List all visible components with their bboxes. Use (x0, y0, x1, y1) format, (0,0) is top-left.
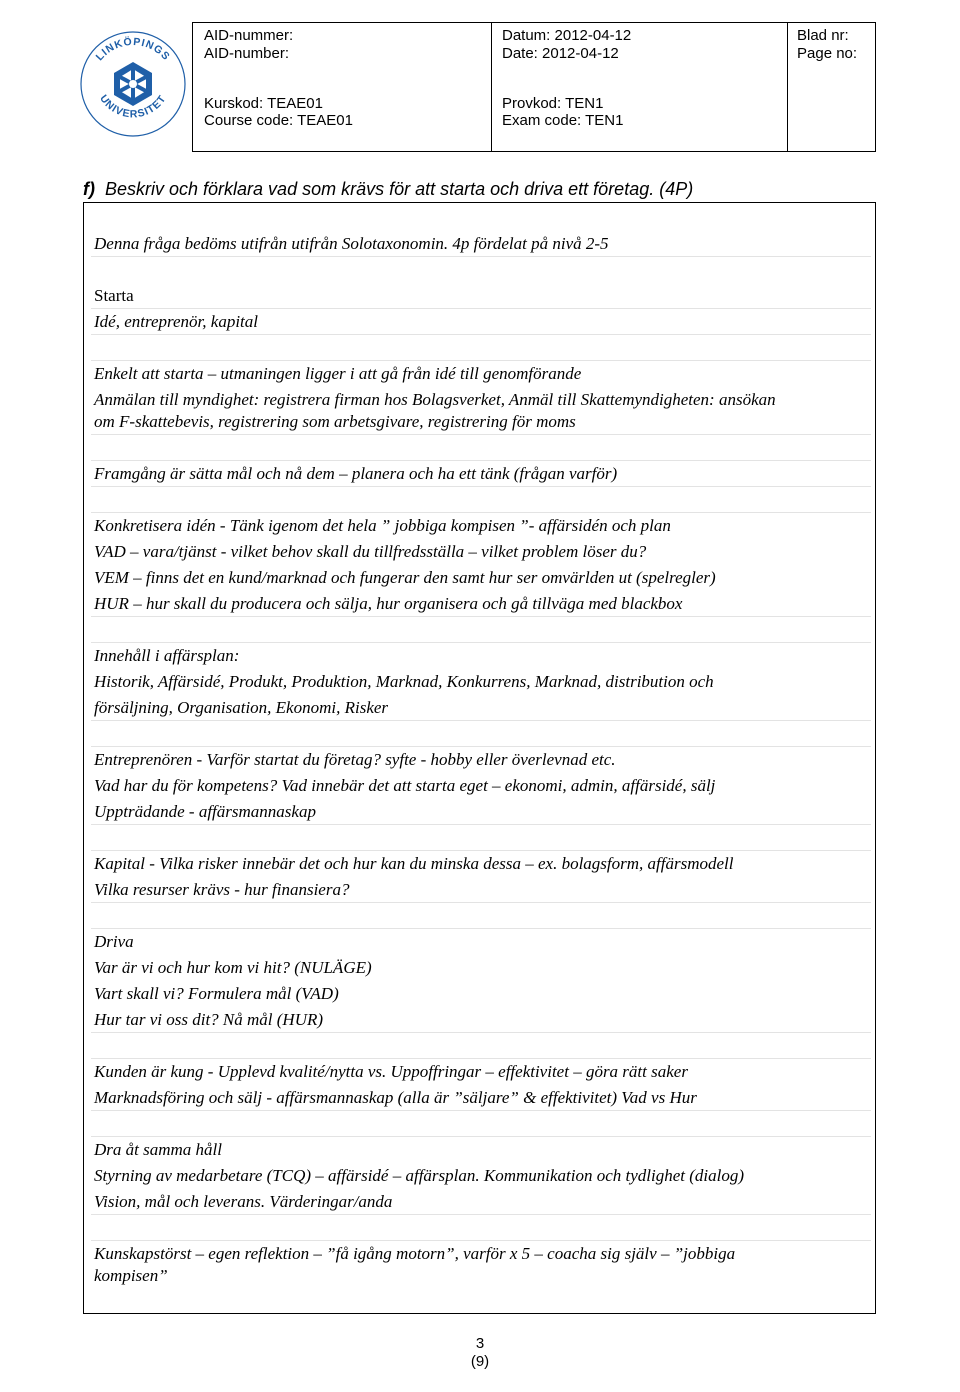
aid-number-en: AID-number: (204, 45, 290, 62)
answer-line: Kapital - Vilka risker innebär det och hur kan du minska dessa – ex. bolagsform, affärsmodell (94, 854, 734, 873)
page-number-label-sv: Blad nr: (797, 27, 849, 44)
answer-line: kompisen” (94, 1266, 168, 1285)
page-number: 3 (475, 1335, 485, 1352)
svg-text:LINKÖPINGS: LINKÖPINGS (93, 35, 173, 64)
answer-box (83, 202, 876, 1314)
ruled-line (91, 256, 871, 257)
exam-code-sv: Provkod: TEN1 (502, 95, 604, 112)
answer-line: Denna fråga bedöms utifrån utifrån Solotaxonomin. 4p fördelat på nivå 2-5 (94, 234, 609, 253)
page-number-label-en: Page no: (797, 45, 858, 62)
university-seal-logo (74, 22, 192, 140)
question-heading (83, 179, 693, 200)
exam-code-en: Exam code: TEN1 (502, 112, 624, 129)
answer-line: Var är vi och hur kom vi hit? (NULÄGE) (94, 958, 372, 977)
answer-line: om F-skattebevis, registrering som arbetsgivare, registrering för moms (94, 412, 576, 431)
answer-line: Kunden är kung - Upplevd kvalité/nytta vs. Uppoffringar – effektivitet – göra rätt saker (94, 1062, 688, 1081)
header-column-date (491, 23, 788, 151)
date-en: Date: 2012-04-12 (502, 45, 619, 62)
course-code-sv: Kurskod: TEAE01 (204, 95, 323, 112)
answer-line: Driva (94, 932, 134, 951)
ruled-line (91, 746, 871, 747)
ruled-line (91, 308, 871, 309)
answer-line: Vision, mål och leverans. Värderingar/anda (94, 1192, 393, 1211)
ruled-line (91, 1110, 871, 1111)
answer-line: Uppträdande - affärsmannaskap (94, 802, 316, 821)
ruled-line (91, 720, 871, 721)
question-number: f) (83, 179, 95, 199)
course-code-en: Course code: TEAE01 (204, 112, 353, 129)
ruled-line (91, 1058, 871, 1059)
ruled-line (91, 642, 871, 643)
header-column-ids (193, 23, 492, 151)
exam-header-table (192, 22, 876, 152)
answer-line: HUR – hur skall du producera och sälja, hur organisera och gå tillväga med blackbox (94, 594, 683, 613)
ruled-line (91, 616, 871, 617)
header-column-page (787, 23, 875, 151)
ruled-line (91, 824, 871, 825)
ruled-line (91, 512, 871, 513)
answer-line: Idé, entreprenör, kapital (94, 312, 258, 331)
answer-line: Marknadsföring och sälj - affärsmannaskap (alla är ”säljare” & effektivitet) Vad vs Hur (94, 1088, 697, 1107)
answer-line: Kunskapstörst – egen reflektion – ”få igång motorn”, varför x 5 – coacha sig själv – ”jobbiga (94, 1244, 736, 1263)
ruled-line (91, 360, 871, 361)
question-text: Beskriv och förklara vad som krävs för att starta och driva ett företag. (4P) (105, 179, 694, 199)
ruled-line (91, 486, 871, 487)
ruled-line (91, 1032, 871, 1033)
ruled-line (91, 1240, 871, 1241)
answer-line: Konkretisera idén - Tänk igenom det hela ” jobbiga kompisen ”- affärsidén och plan (94, 516, 671, 535)
ruled-line (91, 1214, 871, 1215)
answer-line: VEM – finns det en kund/marknad och fungerar den samt hur ser omvärlden ut (spelregler) (94, 568, 716, 587)
aid-number-sv: AID-nummer: (204, 27, 294, 44)
ruled-line (91, 460, 871, 461)
answer-line: Vilka resurser krävs - hur finansiera? (94, 880, 350, 899)
answer-line: Vart skall vi? Formulera mål (VAD) (94, 984, 339, 1003)
answer-line: Framgång är sätta mål och nå dem – planera och ha ett tänk (frågan varför) (94, 464, 618, 483)
answer-line: Starta (94, 286, 134, 305)
answer-line: VAD – vara/tjänst - vilket behov skall du tillfredsställa – vilket problem löser du? (94, 542, 647, 561)
ruled-line (91, 928, 871, 929)
svg-text:UNIVERSITET: UNIVERSITET (97, 92, 169, 121)
answer-line: Hur tar vi oss dit? Nå mål (HUR) (94, 1010, 324, 1029)
answer-line: Innehåll i affärsplan: (94, 646, 240, 665)
answer-line: försäljning, Organisation, Ekonomi, Risker (94, 698, 389, 717)
ruled-line (91, 850, 871, 851)
ruled-line (91, 902, 871, 903)
answer-line: Dra åt samma håll (94, 1140, 222, 1159)
ruled-line (91, 1136, 871, 1137)
page-total: (9) (470, 1353, 490, 1370)
answer-line: Entreprenören - Varför startat du företag? syfte - hobby eller överlevnad etc. (94, 750, 616, 769)
answer-line: Anmälan till myndighet: registrera firman hos Bolagsverket, Anmäl till Skattemyndigheten: ansökan (94, 390, 776, 409)
answer-line: Vad har du för kompetens? Vad innebär det att starta eget – ekonomi, admin, affärsidé, sälj (94, 776, 716, 795)
answer-line: Styrning av medarbetare (TCQ) – affärsidé – affärsplan. Kommunikation och tydlighet (dialog) (94, 1166, 745, 1185)
answer-line: Enkelt att starta – utmaningen ligger i att gå från idé till genomförande (94, 364, 582, 383)
date-sv: Datum: 2012-04-12 (502, 27, 632, 44)
ruled-line (91, 334, 871, 335)
answer-line: Historik, Affärsidé, Produkt, Produktion, Marknad, Konkurrens, Marknad, distribution och (94, 672, 714, 691)
ruled-line (91, 434, 871, 435)
